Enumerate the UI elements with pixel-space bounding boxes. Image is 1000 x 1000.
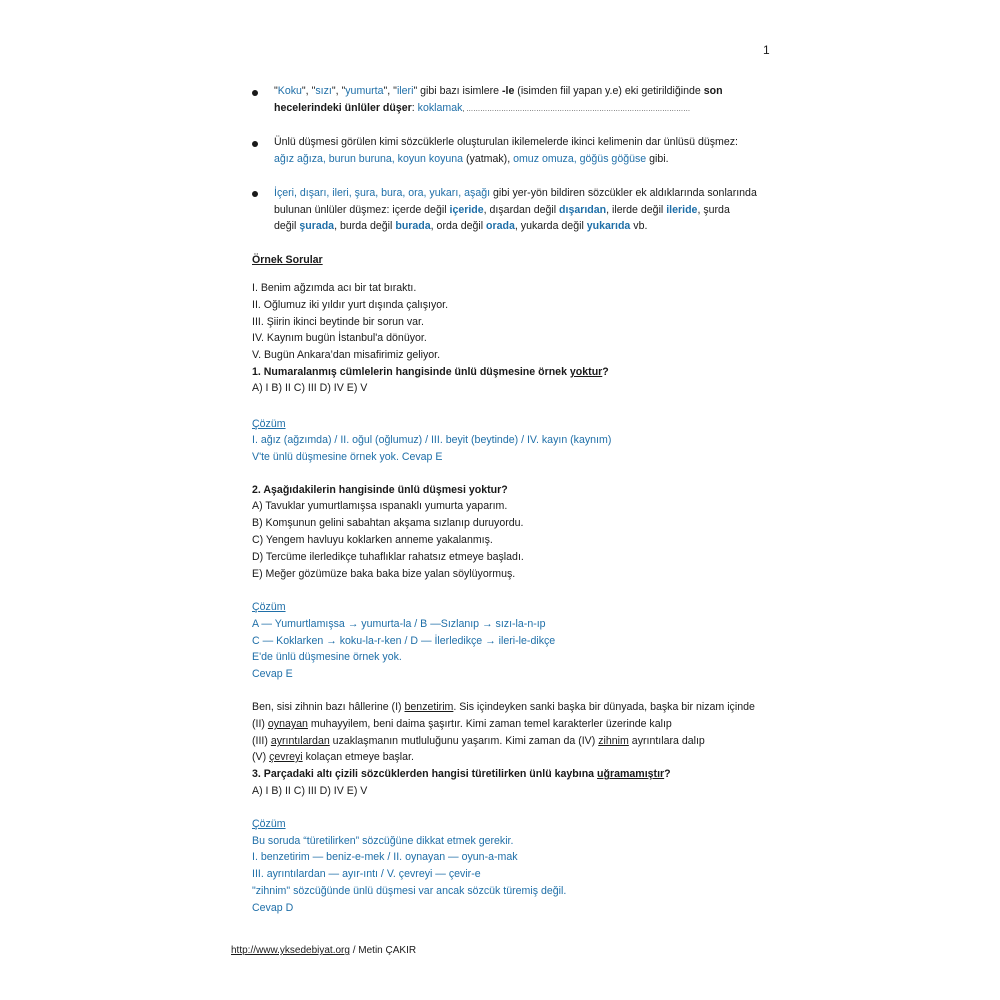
q3-passage-line: (III) ayrıntılardan uzaklaşmanın mutluluğunu yaşarım. Kimi zaman da (IV) zihnim ayrıntılara dalıp [252, 735, 705, 747]
q2-option: D) Tercüme ilerledikçe tuhaflıklar rahatsız etmeye başladı. [252, 551, 524, 563]
q1-solution-label: Çözüm [252, 418, 286, 430]
q2-option: C) Yengem havluyu koklarken anneme yakalanmış. [252, 534, 493, 546]
q2-option: E) Meğer gözümüze baka baka bize yalan söylüyormuş. [252, 568, 516, 580]
bullet-3-line-3: değil şurada, burda değil burada, orda değil orada, yukarda değil yukarıda vb. [274, 220, 648, 232]
q3-passage-line: (V) çevreyi kolaçan etmeye başlar. [252, 751, 414, 763]
bullet-3-line-1: İçeri, dışarı, ileri, şura, bura, ora, yukarı, aşağı gibi yer-yön bildiren sözcükler ek aldıklarında sonlarında [274, 187, 757, 199]
footer-link[interactable]: http://www.yksedebiyat.org [231, 945, 350, 956]
q3-solution-line: Cevap D [252, 902, 294, 914]
q3-solution-line: "zihnim" sözcüğünde ünlü düşmesi var ancak sözcük türemiş değil. [252, 885, 567, 897]
q3-solution-label: Çözüm [252, 818, 286, 830]
section-title: Örnek Sorular [252, 254, 323, 266]
q3-solution-line: I. benzetirim — beniz-e-mek / II. oynayan — oyun-a-mak [252, 851, 518, 863]
q3-passage-line: (II) oynayan muhayyilem, beni daima şaşırtır. Kimi zaman temel karakterler üzerinde kalıp [252, 718, 672, 730]
page-number: 1 [763, 43, 770, 57]
q2-solution-line: Cevap E [252, 668, 293, 680]
bullet-dot [252, 141, 258, 147]
q3-solution-line: III. ayrıntılardan — ayır-ıntı / V. çevreyi — çevir-e [252, 868, 481, 880]
bullet-2-line-2: ağız ağıza, burun buruna, koyun koyuna (yatmak), omuz omuza, göğüs göğüse gibi. [274, 153, 669, 165]
q2-solution-label: Çözüm [252, 601, 286, 613]
q2-solution-line: C — Koklarken → koku-la-r-ken / D — İlerledikçe → ileri-le-dikçe [252, 635, 556, 647]
q1-sentence: IV. Kaynım bugün İstanbul'a dönüyor. [252, 332, 427, 344]
q1-sentence: III. Şiirin ikinci beytinde bir sorun var. [252, 316, 424, 328]
q2-option: A) Tavuklar yumurtlamışsa ıspanaklı yumurta yaparım. [252, 500, 508, 512]
bullet-dot [252, 90, 258, 96]
q1-question: 1. Numaralanmış cümlelerin hangisinde ünlü düşmesine örnek yoktur? [252, 366, 609, 378]
q1-sentence: V. Bugün Ankara’dan misafirimiz geliyor. [252, 349, 441, 361]
footer-author: / Metin ÇAKIR [349, 945, 417, 956]
q1-sentence: I. Benim ağzımda acı bir tat bıraktı. [252, 282, 417, 294]
footer [231, 945, 416, 956]
q3-question: 3. Parçadaki altı çizili sözcüklerden hangisi türetilirken ünlü kaybına uğramamıştır? [252, 768, 671, 780]
q1-options: A) I B) II C) III D) IV E) V [252, 382, 368, 394]
q1-sentence: II. Oğlumuz iki yıldır yurt dışında çalışıyor. [252, 299, 449, 311]
bullet-1-line-2: hecelerindeki ünlüler düşer: koklamak, …………………………………………………………………………………… [274, 102, 691, 114]
q3-passage-line: Ben, sisi zihnin bazı hâllerine (I) benzetirim. Sis içindeyken sanki başka bir dünyada, başka bir nizam içinde [252, 701, 755, 713]
q2-solution-line: A — Yumurtlamışsa → yumurta-la / B —Sızlanıp → sızı-la-n-ıp [252, 618, 546, 630]
bullet-1-line-1: "Koku", "sızı", "yumurta", "ileri" gibi bazı isimlere -le (isimden fiil yapan y.e) eki getirildiğinde son [274, 85, 723, 97]
q1-solution-line: V'te ünlü düşmesine örnek yok. Cevap E [252, 451, 443, 463]
bullet-2-line-1: Ünlü düşmesi görülen kimi sözcüklerle oluşturulan ikilemelerde ikinci kelimenin dar ünlüsü düşmez: [274, 136, 738, 148]
q3-solution-line: Bu soruda “türetilirken” sözcüğüne dikkat etmek gerekir. [252, 835, 514, 847]
q3-options: A) I B) II C) III D) IV E) V [252, 785, 368, 797]
q2-question: 2. Aşağıdakilerin hangisinde ünlü düşmesi yoktur? [252, 484, 508, 496]
bullet-dot [252, 191, 258, 197]
q1-solution-line: I. ağız (ağzımda) / II. oğul (oğlumuz) / III. beyit (beytinde) / IV. kayın (kaynım) [252, 434, 612, 446]
q2-option: B) Komşunun gelini sabahtan akşama sızlanıp duruyordu. [252, 517, 524, 529]
bullet-3-line-2: bulunan ünlüler düşmez: içerde değil içeride, dışardan değil dışarıdan, ilerde değil ileride, şurda [274, 204, 730, 216]
q2-solution-line: E'de ünlü düşmesine örnek yok. [252, 651, 402, 663]
